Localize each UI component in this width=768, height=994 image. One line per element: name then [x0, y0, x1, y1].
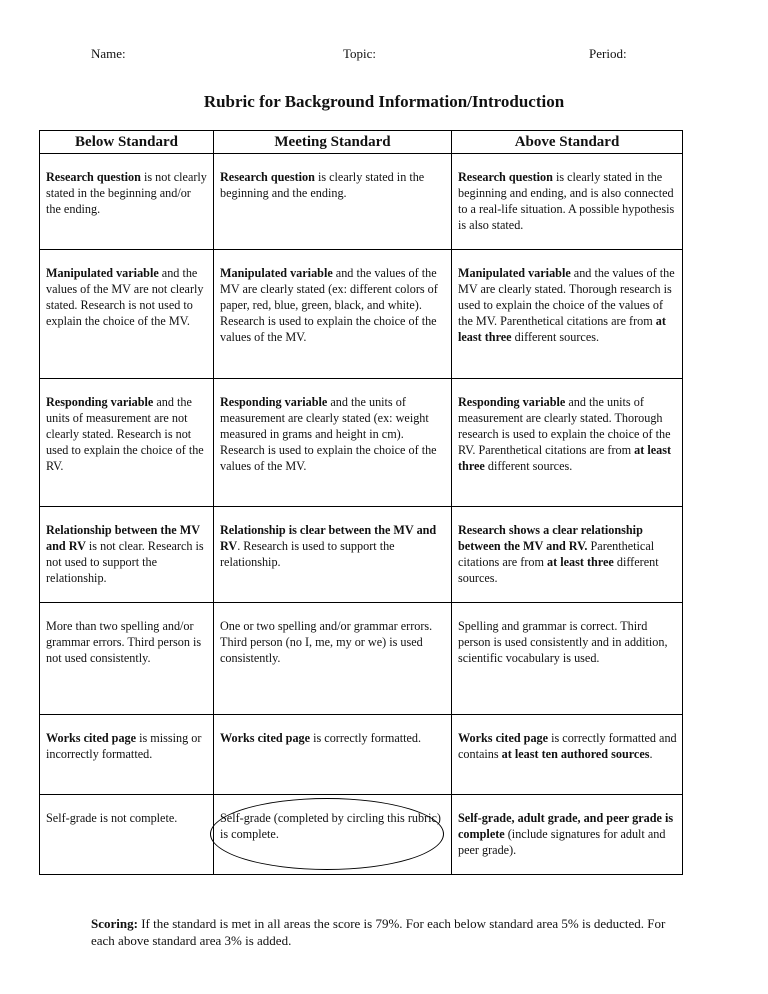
cell-below: Relationship between the MV and RV is not clear. Research is not used to support the relationship.: [40, 507, 214, 603]
bold-term: Research question: [220, 170, 315, 184]
bold-term: Responding variable: [220, 395, 328, 409]
bold-term: Responding variable: [458, 395, 566, 409]
rubric-row-responding-variable: [40, 379, 683, 507]
cell-above: Research question is clearly stated in the beginning and ending, and is also connected to a real-life situation. A possible hypothesis is also stated.: [452, 154, 683, 250]
cell-below: Works cited page is missing or incorrectly formatted.: [40, 715, 214, 795]
bold-term: Relationship between the MV and RV: [46, 523, 200, 553]
bold-term: Manipulated variable: [46, 266, 159, 280]
scoring-note: [91, 915, 681, 949]
scoring-label: Scoring:: [91, 916, 138, 931]
topic-label: Topic:: [343, 46, 377, 61]
bold-term: Responding variable: [46, 395, 154, 409]
cell-meeting: Research question is clearly stated in the beginning and the ending.: [214, 154, 452, 250]
cell-above: Manipulated variable and the values of the MV are clearly stated. Thorough research is used to explain the choice of the values of the MV. Parenthetical citations are from at least three different sources.: [452, 250, 683, 379]
cell-above: Research shows a clear relationship between the MV and RV. Parenthetical citations are from at least three different sources.: [452, 507, 683, 603]
cell-below: More than two spelling and/or grammar errors. Third person is not used consistently.: [40, 603, 214, 715]
column-header-meeting: Meeting Standard: [214, 131, 452, 154]
column-header-below: Below Standard: [40, 131, 214, 154]
cell-above: Responding variable and the units of measurement are clearly stated. Thorough research is used to explain the choice of the RV. Parenthetical citations are from at least three different sources.: [452, 379, 683, 507]
cell-above: Self-grade, adult grade, and peer grade is complete (include signatures for adult and peer grade).: [452, 795, 683, 875]
cell-meeting: One or two spelling and/or grammar errors. Third person (no I, me, my or we) is used consistently.: [214, 603, 452, 715]
name-label: Name:: [91, 46, 126, 61]
bold-term: at least three: [458, 314, 666, 344]
cell-meeting: Works cited page is correctly formatted.: [214, 715, 452, 795]
bold-term: Relationship is clear between the MV and RV: [220, 523, 437, 553]
cell-below: Research question is not clearly stated in the beginning and/or the ending.: [40, 154, 214, 250]
column-header-above: Above Standard: [452, 131, 683, 154]
bold-term: at least three: [458, 443, 672, 473]
cell-meeting: [214, 795, 452, 875]
page-title: Rubric for Background Information/Introduction: [203, 92, 565, 111]
bold-term: Works cited page: [220, 731, 311, 745]
bold-term: Manipulated variable: [458, 266, 571, 280]
period-label: Period:: [589, 46, 627, 61]
bold-term: Research question: [46, 170, 141, 184]
rubric-row-works-cited: [40, 715, 683, 795]
bold-term: Works cited page: [458, 731, 549, 745]
rubric-table: [39, 130, 683, 875]
bold-term: Self-grade, adult grade, and peer grade is complete: [458, 811, 674, 841]
cell-above: Spelling and grammar is correct. Third person is used consistently and in addition, scientific vocabulary is used.: [452, 603, 683, 715]
rubric-row-spelling-grammar: [40, 603, 683, 715]
rubric-row-manipulated-variable: [40, 250, 683, 379]
cell-above: Works cited page is correctly formatted and contains at least ten authored sources.: [452, 715, 683, 795]
bold-term: Research question: [458, 170, 553, 184]
cell-meeting-text: Self-grade (completed by circling this rubric) is complete.: [220, 811, 441, 841]
bold-term: at least three: [547, 555, 614, 569]
cell-below: Manipulated variable and the values of the MV are not clearly stated. Research is not used to explain the choice of the MV.: [40, 250, 214, 379]
scoring-text: If the standard is met in all areas the score is 79%. For each below standard area 5% is deducted. For each above standard area 3% is added.: [91, 916, 666, 948]
cell-meeting: Responding variable and the units of measurement are clearly stated (ex: weight measured in grams and height in cm). Research is used to explain the choice of the values of the MV.: [214, 379, 452, 507]
rubric-header-row: [40, 131, 683, 154]
rubric-row-research-question: [40, 154, 683, 250]
bold-term: at least ten authored sources: [501, 747, 650, 761]
bold-term: Works cited page: [46, 731, 137, 745]
cell-meeting: Relationship is clear between the MV and RV. Research is used to support the relationship.: [214, 507, 452, 603]
cell-meeting: Manipulated variable and the values of the MV are clearly stated (ex: different colors of paper, red, blue, green, black, and white). Research is used to explain the choice of the values of the MV.: [214, 250, 452, 379]
bold-term: Manipulated variable: [220, 266, 333, 280]
cell-below: Responding variable and the units of measurement are not clearly stated. Research is not used to explain the choice of the RV.: [40, 379, 214, 507]
cell-below: Self-grade is not complete.: [40, 795, 214, 875]
rubric-row-relationship: [40, 507, 683, 603]
bold-term: Research shows a clear relationship between the MV and RV.: [458, 523, 643, 553]
rubric-row-self-grade: [40, 795, 683, 875]
